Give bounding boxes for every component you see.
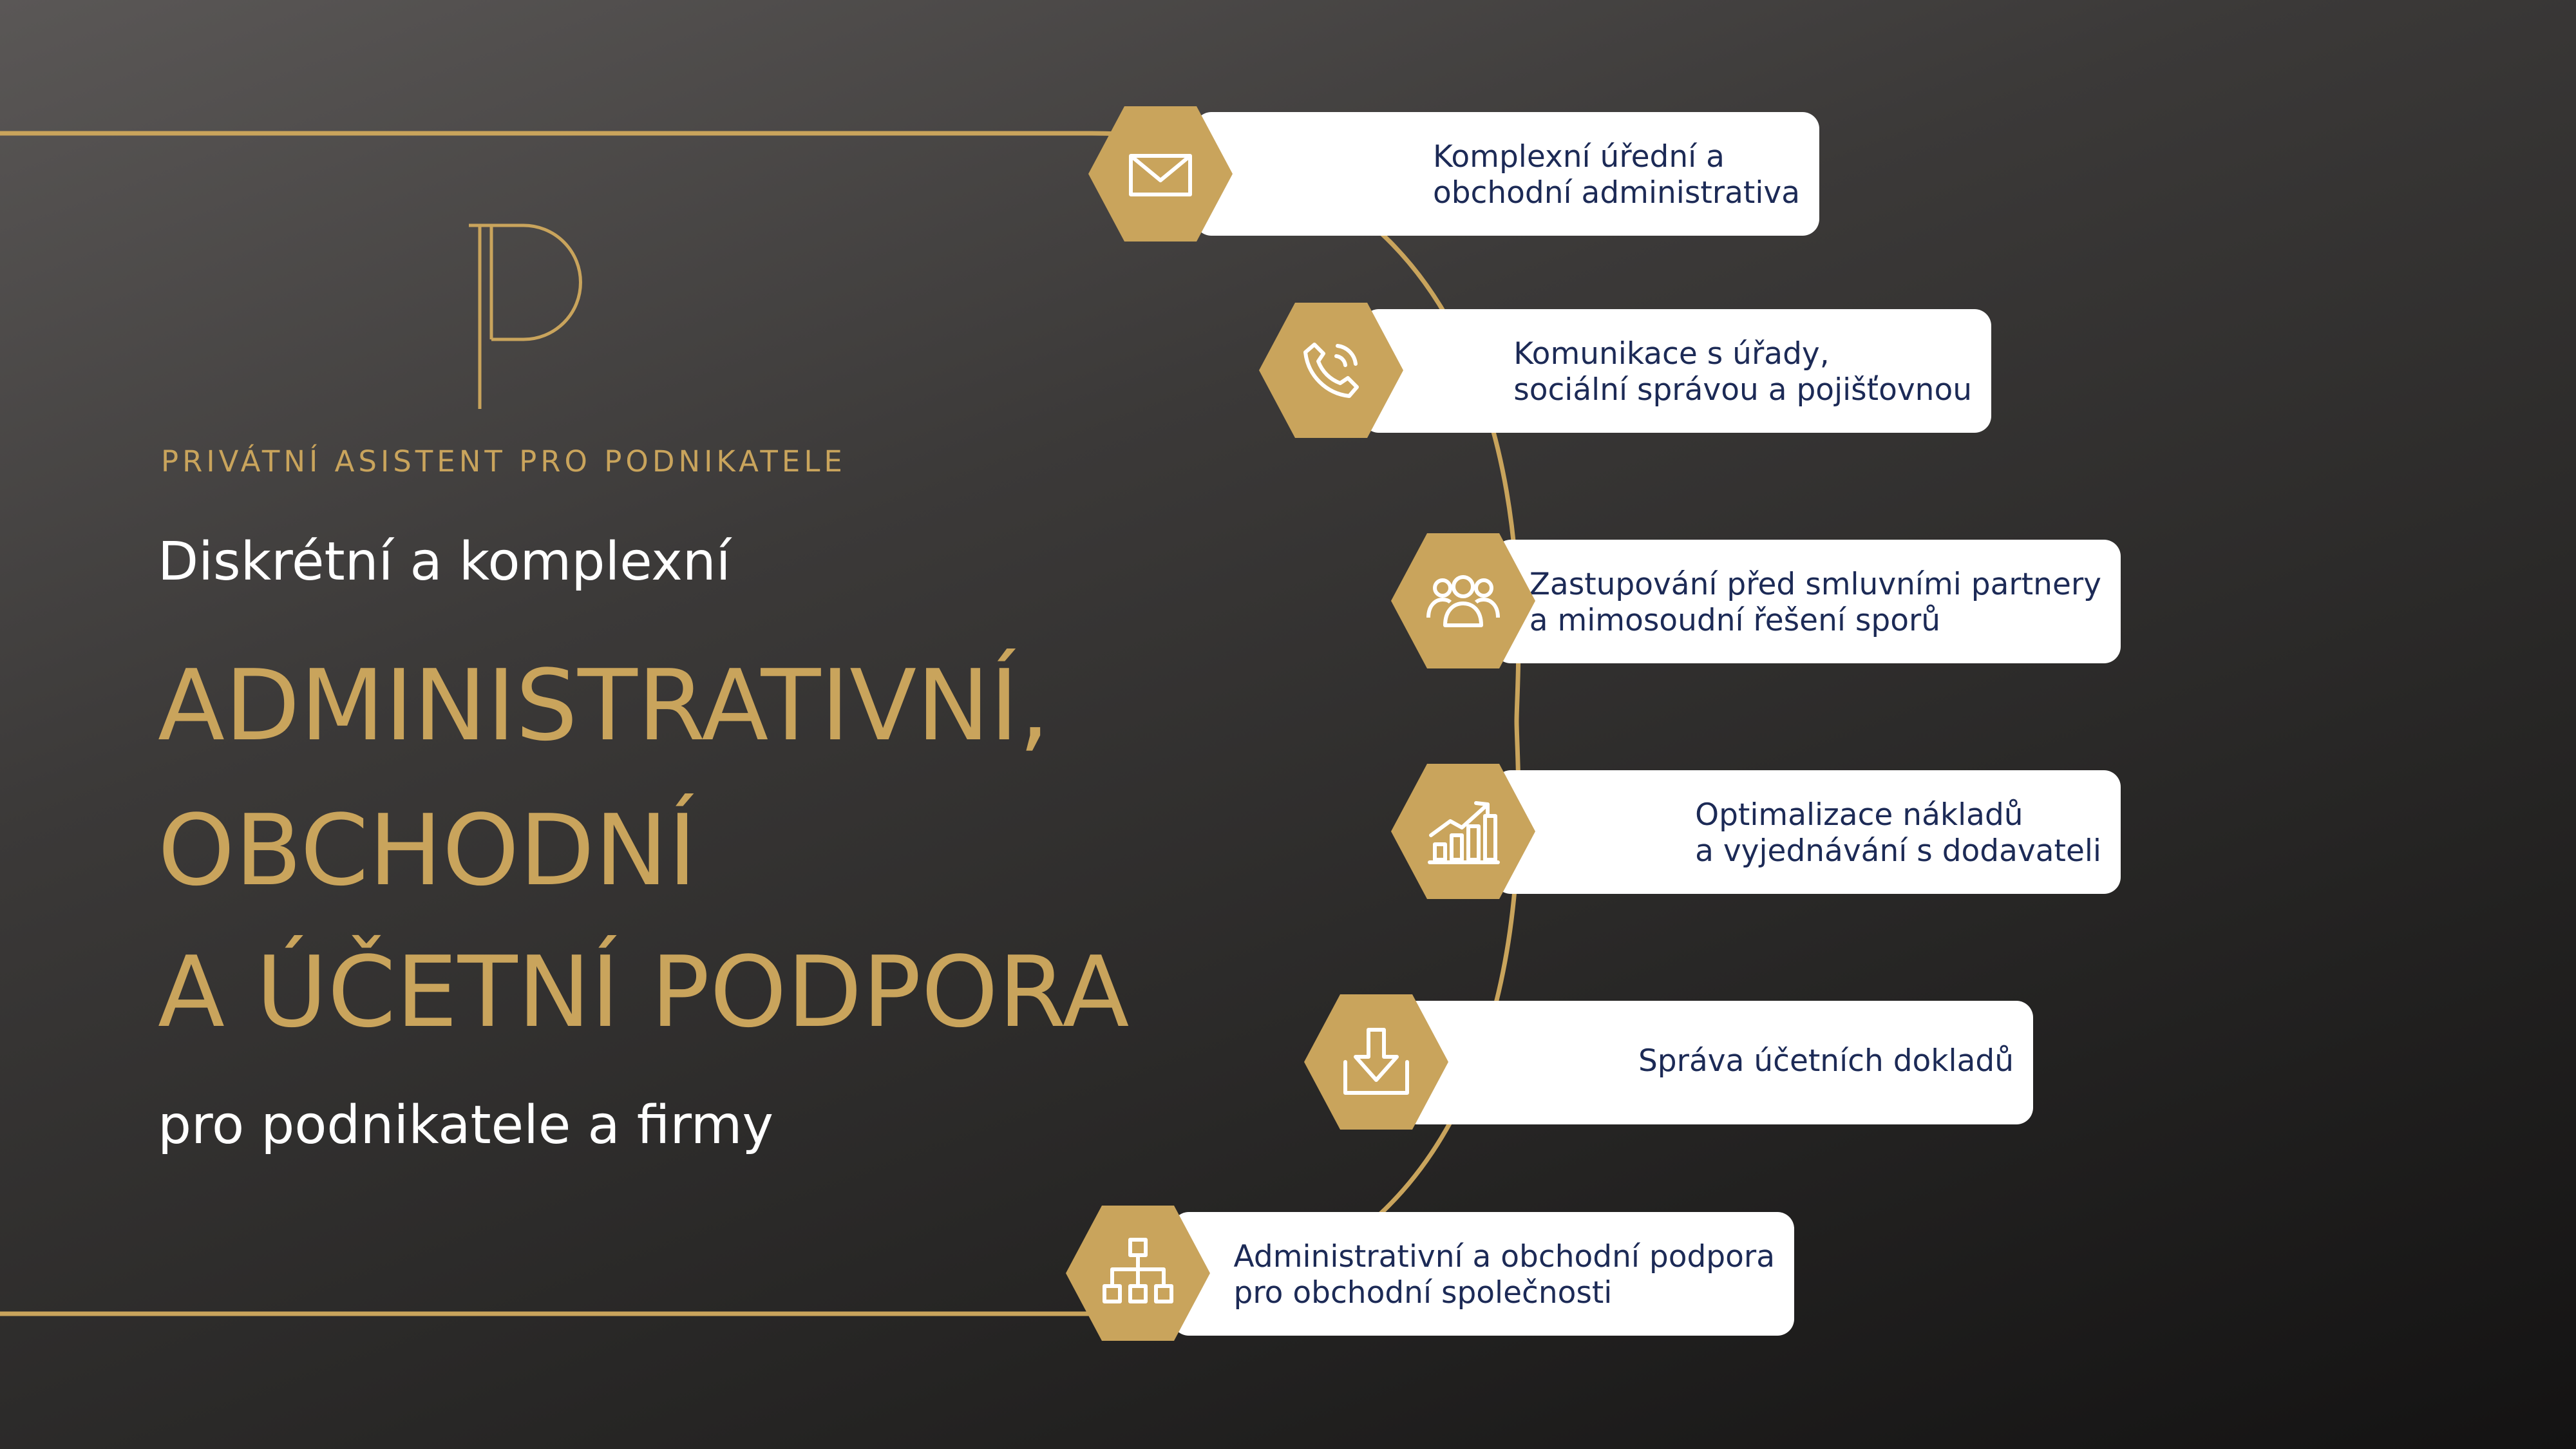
envelope-icon: [1122, 135, 1199, 213]
growth-chart-icon: [1425, 793, 1502, 870]
brand-tagline: PRIVÁTNÍ ASISTENT PRO PODNIKATELE: [161, 444, 846, 478]
service-text-line: a vyjednávání s dodavateli: [1695, 833, 2101, 869]
service-text-line: Komplexní úřední a: [1432, 139, 1725, 175]
service-card-administration: [1195, 112, 1819, 236]
download-icon: [1338, 1023, 1415, 1101]
phone-icon: [1293, 332, 1370, 409]
service-text-line: pro obchodní společnosti: [1233, 1275, 1613, 1311]
service-text-line: sociální správou a pojišťovnou: [1513, 372, 1972, 408]
service-text: [1513, 336, 1972, 408]
service-text: [1638, 1043, 2014, 1079]
service-text-line: a mimosoudní řešení sporů: [1529, 603, 1941, 638]
service-card-accounting-documents: [1401, 1001, 2033, 1124]
service-card-company-support: [1172, 1212, 1794, 1336]
people-group-icon: [1425, 562, 1502, 639]
headline-line-3: A ÚČETNÍ PODPORA: [158, 935, 1130, 1049]
service-text: [1530, 567, 2101, 639]
org-chart-icon: [1099, 1235, 1177, 1312]
headline-line-1: ADMINISTRATIVNÍ,: [158, 649, 1050, 762]
service-text-line: Administrativní a obchodní podpora: [1233, 1239, 1775, 1274]
service-text: [1433, 139, 1800, 211]
service-text-line: Správa účetních dokladů: [1638, 1043, 2014, 1079]
service-text: [1695, 797, 2101, 869]
brand-logo: [467, 222, 596, 409]
service-text-line: Zastupování před smluvními partnery: [1529, 567, 2101, 602]
intro-text: Diskrétní a komplexní: [158, 531, 731, 592]
outro-text: pro podnikatele a firmy: [158, 1095, 774, 1156]
service-card-cost-optimization: [1494, 770, 2121, 894]
headline-line-2: OBCHODNÍ: [158, 793, 697, 907]
service-card-representation: [1494, 540, 2121, 663]
service-text-line: Komunikace s úřady,: [1513, 336, 1830, 372]
service-text-line: obchodní administrativa: [1432, 175, 1800, 211]
service-text-line: Optimalizace nákladů: [1695, 797, 2023, 833]
service-card-communication: [1362, 309, 1991, 433]
service-text: [1234, 1239, 1775, 1311]
